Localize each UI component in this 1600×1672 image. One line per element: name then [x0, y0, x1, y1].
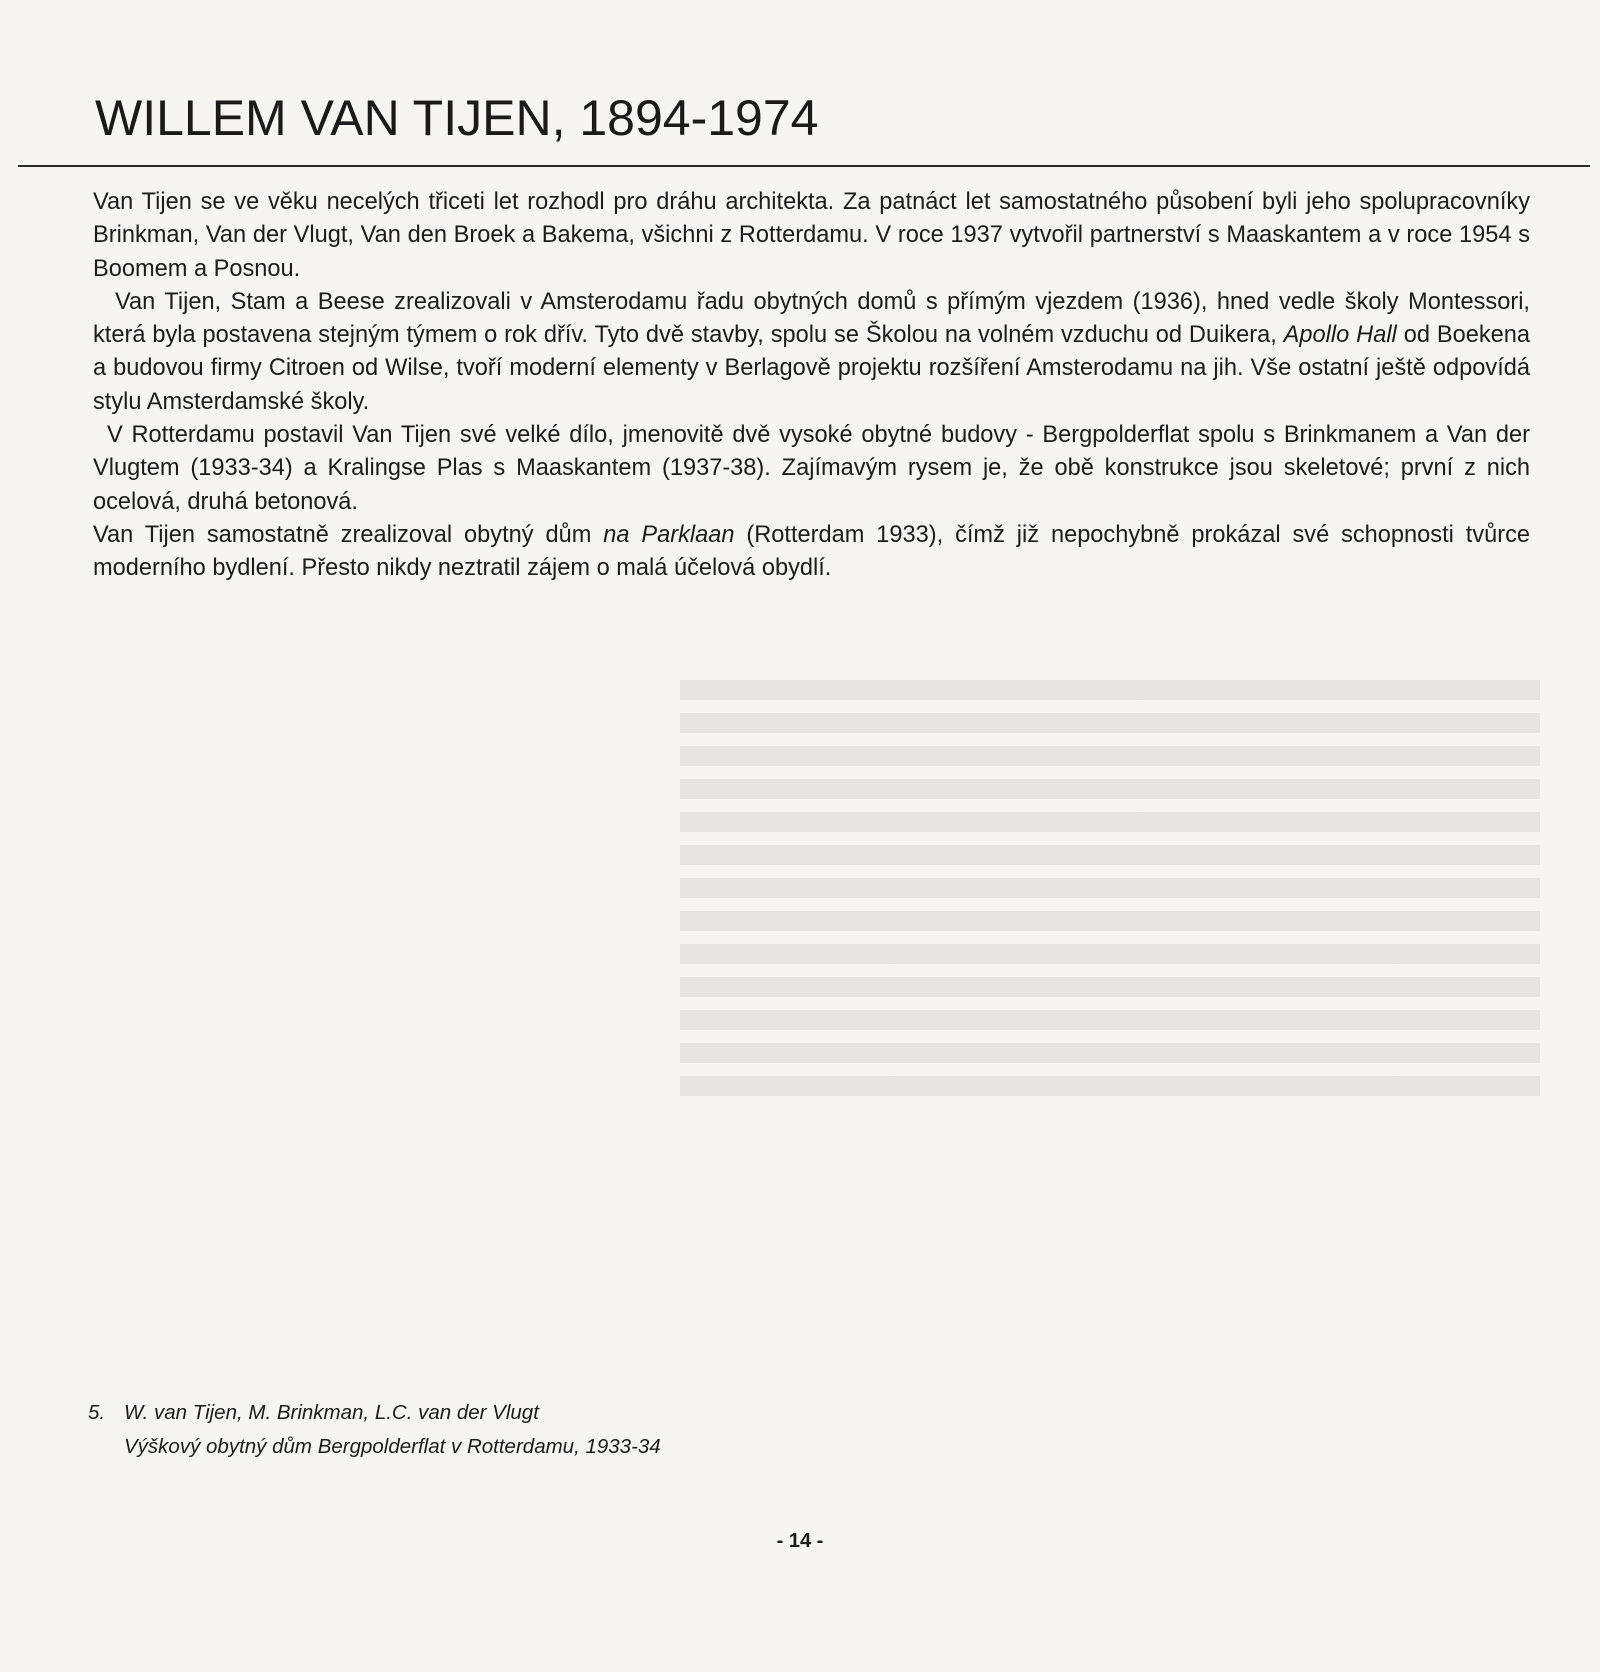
paragraph-2-italic: Apollo Hall — [1283, 322, 1397, 349]
paragraph-4-italic: na Parklaan — [603, 521, 735, 548]
body-text — [93, 186, 1530, 586]
show-through-text — [680, 680, 1540, 1100]
page-title: WILLEM VAN TIJEN, 1894-1974 — [95, 90, 819, 146]
paragraph-4-part-b: (Rotterdam 1933), čímž již nepochybně prokázal své schopnosti tvůrce moderního bydlení. Přesto nikdy neztratil zájem o malá účelová obydlí. — [93, 521, 1531, 582]
paragraph-1: Van Tijen se ve věku necelých třiceti let rozhodl pro dráhu architekta. Za patnáct let samostatného působení byli jeho spolupracovníky Brinkman, Van der Vlugt, Van den Broek a Bakema, všichni z Rotterdamu. V roce 1937 vytvořil partnerství s Maaskantem a v roce 1954 s Boomem a Posnou. — [93, 189, 1530, 282]
caption-line-1 — [88, 1396, 661, 1430]
caption-line-2: Výškový obytný dům Bergpolderflat v Rotterdamu, 1933-34 — [124, 1435, 661, 1458]
paragraph-2 — [93, 286, 1530, 419]
figure-caption — [88, 1396, 661, 1464]
caption-authors: W. van Tijen, M. Brinkman, L.C. van der Vlugt — [124, 1401, 539, 1424]
title-rule — [18, 165, 1590, 167]
caption-number: 5. — [88, 1401, 106, 1424]
paragraph-3: V Rotterdamu postavil Van Tijen své velké dílo, jmenovitě dvě vysoké obytné budovy - Bergpolderflat spolu s Brinkmanem a Van der Vlugtem (1933-34) a Kralingse Plas s Maaskantem (1937-38). Zajímavým rysem je, že obě konstrukce jsou skeletové; první z nich ocelová, druhá betonová. — [93, 422, 1530, 515]
paragraph-4-part-a: Van Tijen samostatně zrealizoval obytný dům — [93, 521, 604, 548]
page-number: - 14 - — [776, 1530, 824, 1552]
paragraph-2-part-a: Van Tijen, Stam a Beese zrealizovali v Amsterodamu řadu obytných domů s přímým vjezdem (1936), hned vedle školy Montessori, která byla postavena stejným týmem o rok dřív. Tyto dvě stavby, spolu se Školou na volném vzduchu od Duikera, — [93, 288, 1530, 349]
paragraph-2-part-b: od Boekena a budovou firmy Citroen od Wilse, tvoří moderní elementy v Berlagově projektu rozšíření Amsterodamu na jih. Vše ostatní ještě odpovídá stylu Amsterdamské školy. — [93, 322, 1530, 415]
show-through-heading — [880, 92, 895, 150]
paragraph-4 — [93, 519, 1530, 586]
